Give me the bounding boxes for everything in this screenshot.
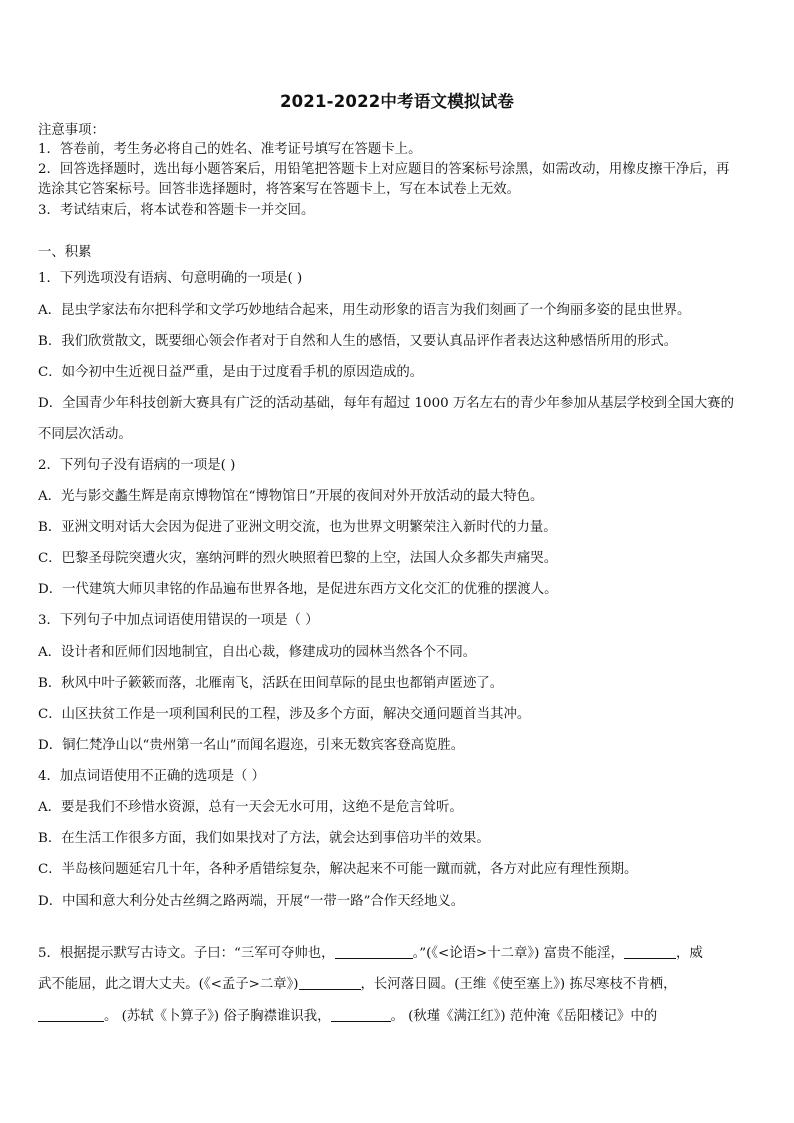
answer-blank[interactable] (38, 1008, 104, 1022)
option-b: B．在生活工作很多方面，我们如果找对了方法，就会达到事倍功半的效果。 (38, 831, 490, 846)
q5-text: ，长河落日圆。(王维《使至塞上》) 拣尽寒枝不肯栖， (360, 977, 677, 992)
answer-blank[interactable] (299, 976, 361, 990)
exam-title: 2021-2022中考语文模拟试卷 (279, 92, 515, 111)
question-stem: 3．下列句子中加点词语使用错误的一项是（ ） (38, 613, 319, 628)
option-c: C．巴黎圣母院突遭火灾，塞纳河畔的烈火映照着巴黎的上空，法国人众多都失声痛哭。 (38, 551, 558, 566)
q5-text: 5．根据提示默写古诗文。子曰：“三军可夺帅也， (38, 946, 335, 961)
option-b: B．亚洲文明对话大会因为促进了亚洲文明交流，也为世界文明繁荣注入新时代的力量。 (38, 520, 557, 535)
option-d: D．中国和意大利分处古丝绸之路两端，开展“一带一路”合作天经地义。 (38, 894, 465, 909)
q5-text: 。 (秋瑾《满江红》) 范仲淹《岳阳楼记》中的 (390, 1009, 658, 1024)
option-a: A．设计者和匠师们因地制宜，自出心裁，修建成功的园林当然各个不同。 (38, 645, 477, 660)
notes-line: 3．考试结束后，将本试卷和答题卡一并交回。 (38, 203, 315, 218)
notes-line: 选涂其它答案标号。回答非选择题时，将答案写在答题卡上，写在本试卷上无效。 (38, 182, 521, 197)
option-a: A．要是我们不珍惜水资源，总有一天会无水可用，这绝不是危言耸听。 (38, 800, 463, 815)
answer-blank[interactable] (331, 1008, 391, 1022)
option-d: D．一代建筑大师贝聿铭的作品遍布世界各地，是促进东西方文化交汇的优雅的摆渡人。 (38, 582, 558, 597)
option-b: B．我们欣赏散文，既要细心领会作者对于自然和人生的感悟，又要认真品评作者表达这种感悟所用的形式。 (38, 334, 678, 349)
option-a: A．光与影交蠡生辉是南京博物馆在“博物馆日”开展的夜间对外开放活动的最大特色。 (38, 489, 544, 504)
question-5-line-2 (38, 976, 762, 994)
question-5-line-1 (38, 945, 762, 963)
question-stem: 4．加点词语使用不正确的选项是（ ） (38, 769, 266, 784)
option-c: C．如今初中生近视日益严重，是由于过度看手机的原因造成的。 (38, 365, 424, 380)
question-stem: 1．下列选项没有语病、句意明确的一项是( ) (38, 271, 303, 286)
option-d: D．全国青少年科技创新大赛具有广泛的活动基础，每年有超过 1000 万名左右的青少年参加从基层学校到全国大赛的 (38, 396, 735, 411)
q5-text: 武不能屈，此之谓大丈夫。(《<孟子>二章》) (38, 977, 299, 992)
q5-text: 。 (苏轼《卜算子》) 俗子胸襟谁识我， (104, 1009, 331, 1024)
notes-heading: 注意事项： (38, 123, 105, 138)
question-stem: 2．下列句子没有语病的一项是( ) (38, 458, 236, 473)
option-c: C．半岛核问题延宕几十年，各种矛盾错综复杂，解决起来不可能一蹴而就，各方对此应有理性预期。 (38, 862, 638, 877)
section-heading: 一、积累 (38, 245, 92, 260)
option-a: A．昆虫学家法布尔把科学和文学巧妙地结合起来，用生动形象的语言为我们刻画了一个绚丽多姿的昆虫世界。 (38, 303, 691, 318)
q5-text: 。”(《<论语>十二章》) 富贵不能淫， (412, 946, 624, 961)
answer-blank[interactable] (335, 945, 413, 959)
notes-line: 1．答卷前，考生务必将自己的姓名、准考证号填写在答题卡上。 (38, 142, 422, 157)
option-d: D．铜仁梵净山以“贵州第一名山”而闻名遐迩，引来无数宾客登高览胜。 (38, 738, 465, 753)
q5-text: ，威 (675, 946, 703, 961)
option-c: C．山区扶贫工作是一项利国利民的工程，涉及多个方面，解决交通问题首当其冲。 (38, 707, 531, 722)
answer-blank[interactable] (624, 945, 676, 959)
option-b: B．秋风中叶子簌簌而落，北雁南飞，活跃在田间草际的昆虫也都销声匿迹了。 (38, 676, 504, 691)
question-5-line-3 (38, 1008, 762, 1026)
option-d-continued: 不同层次活动。 (38, 427, 132, 442)
notes-line: 2．回答选择题时，选出每小题答案后，用铅笔把答题卡上对应题目的答案标号涂黑，如需改动，用橡皮擦干净后，再 (38, 162, 730, 177)
